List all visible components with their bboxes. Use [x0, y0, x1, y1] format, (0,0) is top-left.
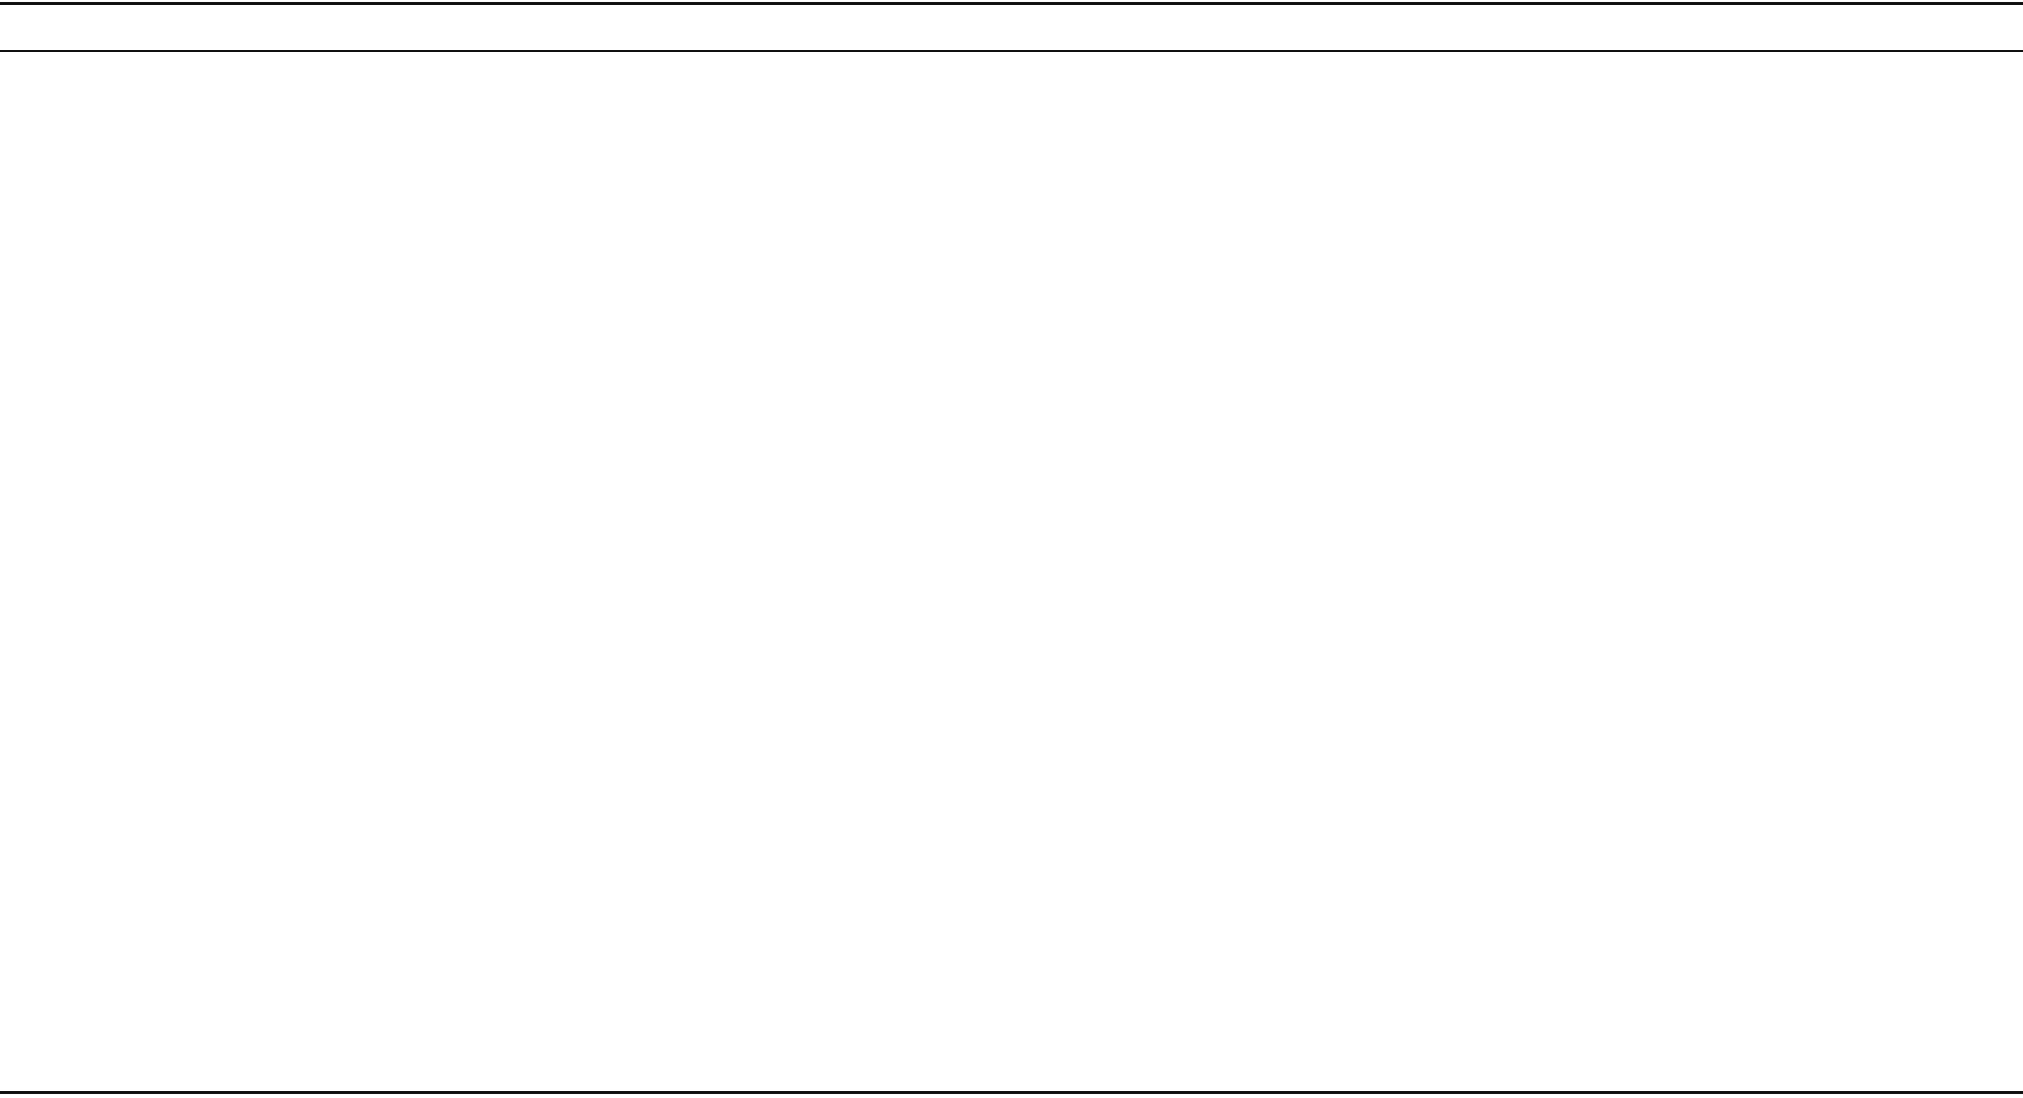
header-rule — [0, 50, 2023, 52]
bottom-rule — [0, 1091, 2023, 1094]
header-row — [0, 5, 2023, 50]
